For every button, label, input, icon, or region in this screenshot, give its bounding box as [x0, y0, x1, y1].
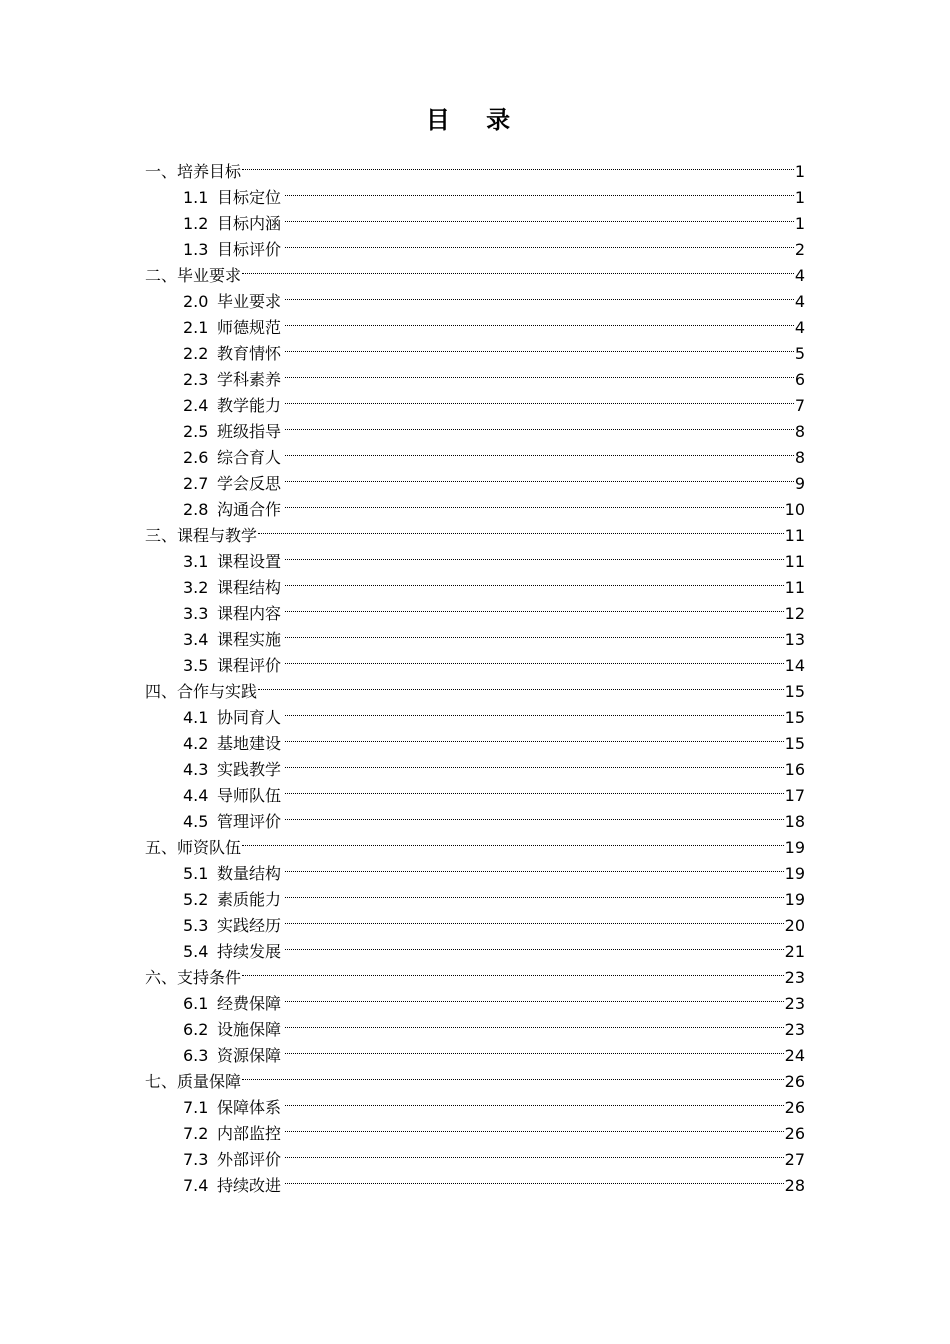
toc-entry-number: 1.2: [183, 214, 209, 233]
toc-page-number: 17: [784, 786, 805, 805]
toc-page-number: 12: [784, 604, 805, 623]
toc-entry-label: 设施保障: [217, 1020, 282, 1039]
toc-entry-label: 五、师资队伍: [145, 838, 242, 857]
toc-subsection-entry[interactable]: [145, 853, 805, 883]
toc-page-number: 11: [784, 552, 805, 571]
toc-entry-number: 2.3: [183, 370, 209, 389]
toc-entry-number: 5.3: [183, 916, 209, 935]
toc-entry-number: 2.4: [183, 396, 209, 415]
toc-entry-label: 毕业要求: [217, 292, 282, 311]
toc-entry-label: 资源保障: [217, 1046, 282, 1065]
toc-section-entry[interactable]: [145, 151, 805, 181]
toc-page-number: 11: [784, 526, 805, 545]
toc-page-number: 15: [784, 734, 805, 753]
toc-entry-label: 教学能力: [217, 396, 282, 415]
toc-entry-label: 保障体系: [217, 1098, 282, 1117]
toc-subsection-entry[interactable]: [145, 983, 805, 1013]
toc-page-number: 16: [784, 760, 805, 779]
toc-entry-number: 1.1: [183, 188, 209, 207]
toc-entry-number: 6.2: [183, 1020, 209, 1039]
toc-dot-leader: [285, 1009, 784, 1035]
toc-entry-label: 二、毕业要求: [145, 266, 242, 285]
toc-page-number: 10: [784, 500, 805, 519]
toc-dot-leader: [285, 645, 784, 671]
toc-page-number: 9: [794, 474, 805, 493]
toc-dot-leader: [285, 541, 784, 567]
toc-dot-leader: [285, 385, 794, 411]
toc-page-number: 26: [784, 1072, 805, 1091]
toc-entry-label: 学科素养: [217, 370, 282, 389]
toc-dot-leader: [285, 1087, 784, 1113]
toc-dot-leader: [242, 957, 784, 983]
toc-entry-label: 课程内容: [217, 604, 282, 623]
toc-section-entry[interactable]: [145, 1061, 805, 1091]
toc-page-number: 8: [794, 422, 805, 441]
toc-dot-leader: [285, 229, 794, 255]
toc-dot-leader: [285, 619, 784, 645]
toc-dot-leader: [285, 177, 794, 203]
toc-entry-label: 教育情怀: [217, 344, 282, 363]
toc-entry-number: 4.1: [183, 708, 209, 727]
toc-entry-number: 2.7: [183, 474, 209, 493]
toc-dot-leader: [285, 1035, 784, 1061]
toc-entry-label: 外部评价: [217, 1150, 282, 1169]
toc-page-number: 4: [794, 292, 805, 311]
toc-entry-number: 4.4: [183, 786, 209, 805]
toc-entry-label: 内部监控: [217, 1124, 282, 1143]
toc-entry-number: 2.1: [183, 318, 209, 337]
toc-entry-number: 5.1: [183, 864, 209, 883]
toc-dot-leader: [285, 333, 794, 359]
toc-page-number: 4: [794, 266, 805, 285]
toc-dot-leader: [285, 983, 784, 1009]
toc-page-number: 23: [784, 1020, 805, 1039]
toc-entry-label: 师德规范: [217, 318, 282, 337]
table-of-contents: [145, 151, 805, 1195]
toc-entry-label: 实践经历: [217, 916, 282, 935]
toc-dot-leader: [285, 203, 794, 229]
toc-page-number: 6: [794, 370, 805, 389]
toc-page-number: 18: [784, 812, 805, 831]
toc-dot-leader: [285, 567, 784, 593]
toc-entry-number: 3.5: [183, 656, 209, 675]
toc-entry-label: 持续改进: [217, 1176, 282, 1195]
toc-page-number: 24: [784, 1046, 805, 1065]
toc-dot-leader: [242, 1061, 784, 1087]
toc-page-number: 19: [784, 890, 805, 909]
toc-dot-leader: [285, 1165, 784, 1191]
toc-page-number: 26: [784, 1124, 805, 1143]
toc-section-entry[interactable]: [145, 957, 805, 987]
toc-dot-leader: [285, 905, 784, 931]
toc-page-number: 4: [794, 318, 805, 337]
toc-entry-number: 1.3: [183, 240, 209, 259]
toc-entry-label: 课程结构: [217, 578, 282, 597]
toc-dot-leader: [242, 827, 784, 853]
toc-dot-leader: [285, 307, 794, 333]
toc-subsection-entry[interactable]: [145, 281, 805, 311]
toc-entry-label: 综合育人: [217, 448, 282, 467]
toc-page-number: 1: [794, 214, 805, 233]
toc-entry-label: 基地建设: [217, 734, 282, 753]
toc-entry-number: 2.8: [183, 500, 209, 519]
toc-page-number: 23: [784, 968, 805, 987]
toc-entry-label: 目标内涵: [217, 214, 282, 233]
toc-page-number: 21: [784, 942, 805, 961]
toc-section-entry[interactable]: [145, 827, 805, 857]
toc-entry-label: 素质能力: [217, 890, 282, 909]
toc-entry-number: 4.3: [183, 760, 209, 779]
toc-dot-leader: [242, 151, 794, 177]
toc-dot-leader: [258, 671, 784, 697]
toc-page-number: 19: [784, 864, 805, 883]
toc-entry-label: 课程评价: [217, 656, 282, 675]
toc-dot-leader: [242, 255, 794, 281]
toc-entry-number: 2.6: [183, 448, 209, 467]
toc-dot-leader: [285, 879, 784, 905]
toc-entry-number: 2.2: [183, 344, 209, 363]
toc-page-number: 7: [794, 396, 805, 415]
toc-entry-label: 沟通合作: [217, 500, 282, 519]
toc-page-number: 2: [794, 240, 805, 259]
toc-entry-label: 七、质量保障: [145, 1072, 242, 1091]
toc-dot-leader: [285, 359, 794, 385]
toc-dot-leader: [285, 853, 784, 879]
toc-dot-leader: [285, 1139, 784, 1165]
toc-dot-leader: [285, 437, 794, 463]
toc-page-number: 1: [794, 162, 805, 181]
toc-entry-number: 3.3: [183, 604, 209, 623]
toc-page-number: 28: [784, 1176, 805, 1195]
toc-page-number: 5: [794, 344, 805, 363]
toc-dot-leader: [285, 463, 794, 489]
toc-dot-leader: [285, 801, 784, 827]
toc-dot-leader: [258, 515, 784, 541]
toc-entry-number: 5.2: [183, 890, 209, 909]
page-title: 目 录: [425, 106, 525, 134]
toc-dot-leader: [285, 697, 784, 723]
toc-entry-label: 六、支持条件: [145, 968, 242, 987]
toc-dot-leader: [285, 489, 784, 515]
toc-entry-number: 3.1: [183, 552, 209, 571]
toc-entry-label: 经费保障: [217, 994, 282, 1013]
toc-entry-label: 协同育人: [217, 708, 282, 727]
toc-entry-number: 2.5: [183, 422, 209, 441]
toc-entry-number: 7.4: [183, 1176, 209, 1195]
toc-entry-number: 3.4: [183, 630, 209, 649]
toc-entry-label: 班级指导: [217, 422, 282, 441]
toc-entry-label: 三、课程与教学: [145, 526, 258, 545]
toc-entry-number: 4.5: [183, 812, 209, 831]
toc-page-number: 14: [784, 656, 805, 675]
toc-page-number: 27: [784, 1150, 805, 1169]
toc-dot-leader: [285, 593, 784, 619]
toc-entry-label: 一、培养目标: [145, 162, 242, 181]
toc-entry-label: 导师队伍: [217, 786, 282, 805]
toc-entry-label: 课程实施: [217, 630, 282, 649]
toc-dot-leader: [285, 723, 784, 749]
toc-page-number: 19: [784, 838, 805, 857]
toc-page-number: 8: [794, 448, 805, 467]
toc-dot-leader: [285, 775, 784, 801]
toc-entry-number: 2.0: [183, 292, 209, 311]
toc-entry-label: 管理评价: [217, 812, 282, 831]
toc-dot-leader: [285, 281, 794, 307]
toc-page-number: 1: [794, 188, 805, 207]
toc-entry-number: 5.4: [183, 942, 209, 961]
toc-entry-number: 7.3: [183, 1150, 209, 1169]
toc-page-number: 11: [784, 578, 805, 597]
toc-section-entry[interactable]: [145, 255, 805, 285]
toc-entry-label: 目标定位: [217, 188, 282, 207]
toc-entry-number: 6.3: [183, 1046, 209, 1065]
toc-entry-number: 3.2: [183, 578, 209, 597]
toc-entry-label: 课程设置: [217, 552, 282, 571]
toc-page-number: 15: [784, 708, 805, 727]
toc-page-number: 13: [784, 630, 805, 649]
toc-page-number: 20: [784, 916, 805, 935]
toc-entry-label: 数量结构: [217, 864, 282, 883]
toc-subsection-entry[interactable]: [145, 1087, 805, 1117]
toc-dot-leader: [285, 411, 794, 437]
toc-entry-number: 6.1: [183, 994, 209, 1013]
toc-page-number: 26: [784, 1098, 805, 1117]
toc-page-number: 15: [784, 682, 805, 701]
toc-entry-number: 7.1: [183, 1098, 209, 1117]
toc-entry-number: 7.2: [183, 1124, 209, 1143]
toc-entry-number: 4.2: [183, 734, 209, 753]
toc-dot-leader: [285, 1113, 784, 1139]
toc-subsection-entry[interactable]: [145, 177, 805, 207]
toc-entry-label: 目标评价: [217, 240, 282, 259]
toc-dot-leader: [285, 749, 784, 775]
toc-page-number: 23: [784, 994, 805, 1013]
toc-dot-leader: [285, 931, 784, 957]
toc-entry-label: 学会反思: [217, 474, 282, 493]
toc-entry-label: 持续发展: [217, 942, 282, 961]
toc-entry-label: 四、合作与实践: [145, 682, 258, 701]
toc-entry-label: 实践教学: [217, 760, 282, 779]
